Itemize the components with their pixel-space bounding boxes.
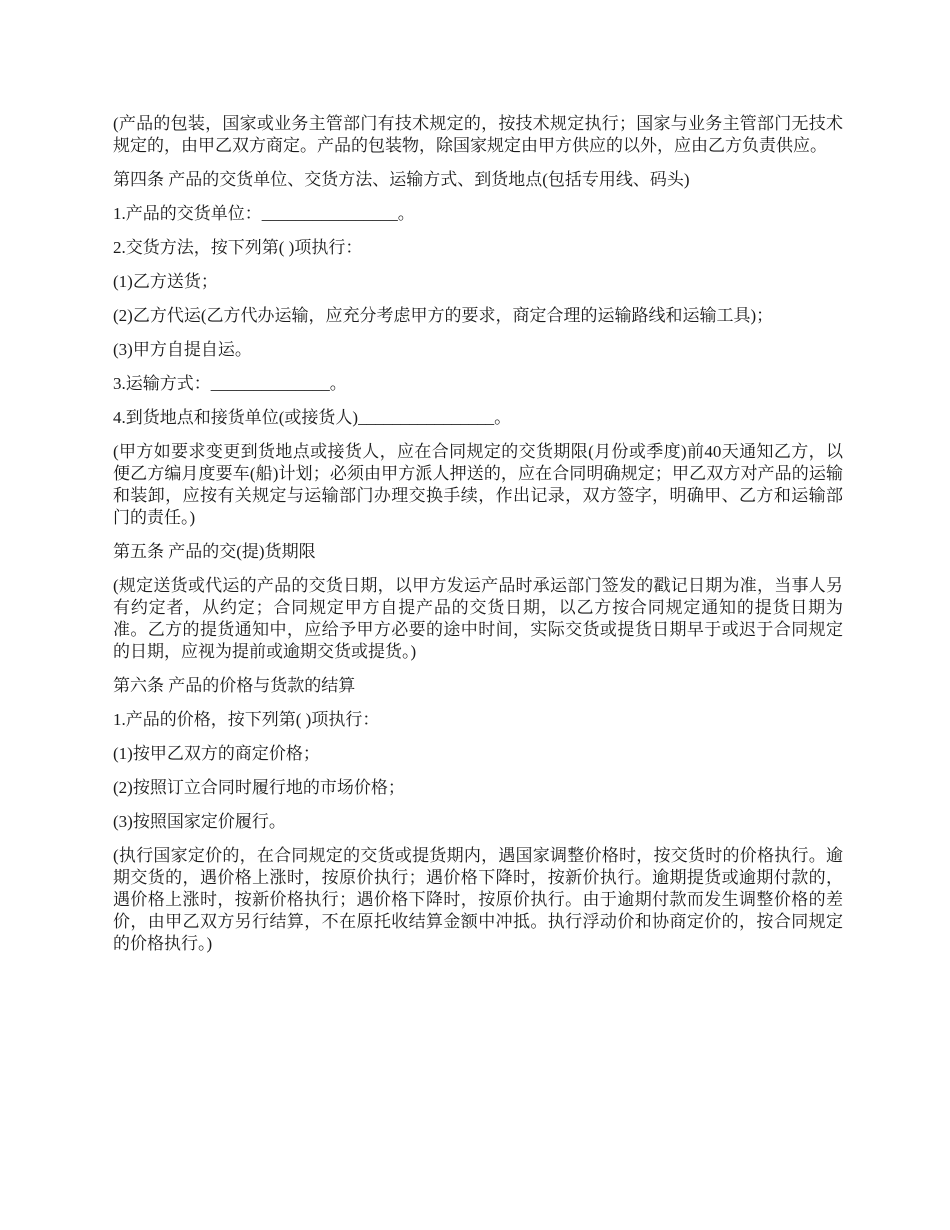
paragraph-option-3: (3)甲方自提自运。 [113,340,252,359]
paragraph-delivery-method: 2.交货方法，按下列第( )项执行： [113,238,363,257]
paragraph-delivery-date-note: (规定送货或代运的产品的交货日期，以甲方发运产品时承运部门签发的戳记日期为准，当事人另有约定者，从约定；合同规定甲方自提产品的交货日期，以乙方按合同规定通知的提货日期为准。乙方的提货通知中，应给予甲方必要的途中时间，实际交货或提货日期早于或迟于合同规定的日期，应视为提前或逾期交货或提货。) [113,576,843,661]
paragraph-option-1: (1)乙方送货； [113,272,218,291]
paragraph-price-option-1: (1)按甲乙双方的商定价格； [113,744,320,763]
paragraph-destination: 4.到货地点和接货单位(或接货人)________________。 [113,408,512,427]
paragraph-option-2: (2)乙方代运(乙方代办运输，应充分考虑甲方的要求，商定合理的运输路线和运输工具)； [113,306,774,325]
document-page [113,113,843,967]
paragraph-price-option-2: (2)按照订立合同时履行地的市场价格； [113,778,405,797]
paragraph-price-option-3: (3)按照国家定价履行。 [113,812,286,831]
paragraph-transport-mode: 3.运输方式：______________。 [113,374,347,393]
paragraph-change-note: (甲方如要求变更到货地点或接货人，应在合同规定的交货期限(月份或季度)前40天通知乙方，以便乙方编月度要车(船)计划；必须由甲方派人押送的，应在合同明确规定；甲乙双方对产品的运输和装卸，应按有关规定与运输部门办理交换手续，作出记录，双方签字，明确甲、乙方和运输部门的责任。) [113,442,843,527]
paragraph-packaging-note: (产品的包装，国家或业务主管部门有技术规定的，按技术规定执行；国家与业务主管部门无技术规定的，由甲乙双方商定。产品的包装物，除国家规定由甲方供应的以外，应由乙方负责供应。 [113,114,843,155]
paragraph-delivery-unit: 1.产品的交货单位：________________。 [113,204,415,223]
heading-article-5: 第五条 产品的交(提)货期限 [113,542,316,561]
paragraph-price-method: 1.产品的价格，按下列第( )项执行： [113,710,380,729]
paragraph-price-note: (执行国家定价的，在合同规定的交货或提货期内，遇国家调整价格时，按交货时的价格执行。逾期交货的，遇价格上涨时，按原价执行；遇价格下降时，按新价执行。逾期提货或逾期付款的，遇价格上涨时，按新价格执行；遇价格下降时，按原价执行。由于逾期付款而发生调整价格的差价，由甲乙双方另行结算，不在原托收结算金额中冲抵。执行浮动价和协商定价的，按合同规定的价格执行。) [113,846,843,953]
heading-article-4: 第四条 产品的交货单位、交货方法、运输方式、到货地点(包括专用线、码头) [113,170,690,189]
heading-article-6: 第六条 产品的价格与货款的结算 [113,676,356,695]
